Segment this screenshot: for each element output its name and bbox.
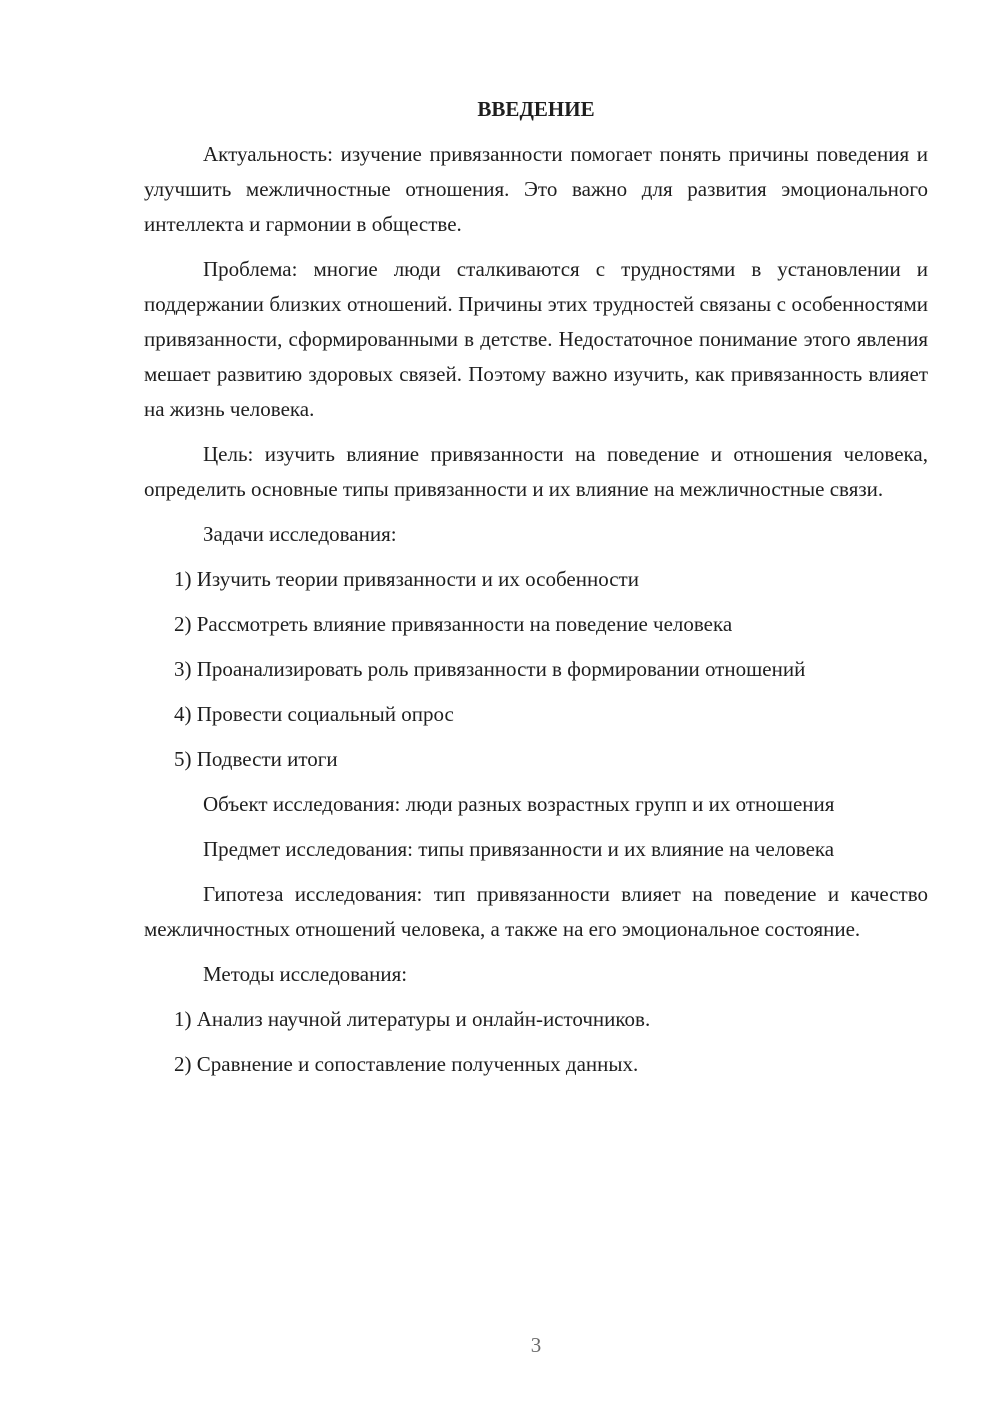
subject-paragraph: Предмет исследования: типы привязанности и их влияние на человека [203,837,835,861]
page-number: 3 [530,1333,542,1357]
task-item: 3) Проанализировать роль привязанности в формировании отношений [174,657,806,681]
goal-paragraph: Цель: изучить влияние привязанности на поведение и отношения человека, определить основные типы привязанности и их влияние на межличностные связи. [144,442,928,501]
tasks-title: Задачи исследования: [203,522,397,546]
task-item: 5) Подвести итоги [174,747,338,771]
task-item: 2) Рассмотреть влияние привязанности на поведение человека [174,612,733,636]
section-heading: ВВЕДЕНИЕ [477,97,595,121]
method-item: 1) Анализ научной литературы и онлайн-источников. [174,1007,651,1031]
task-item: 4) Провести социальный опрос [174,702,454,726]
document-body [144,92,928,1092]
hypothesis-paragraph: Гипотеза исследования: тип привязанности влияет на поведение и качество межличностных отношений человека, а также на его эмоциональное состояние. [144,882,928,941]
problem-paragraph: Проблема: многие люди сталкиваются с трудностями в установлении и поддержании близких отношений. Причины этих трудностей связаны с особенностями привязанности, сформированными в детстве. Недостаточное понимание этого явления мешает развитию здоровых связей. Поэтому важно изучить, как привязанность влияет на жизнь человека. [144,257,928,421]
task-item: 1) Изучить теории привязанности и их особенности [174,567,639,591]
object-paragraph: Объект исследования: люди разных возрастных групп и их отношения [203,792,835,816]
methods-title: Методы исследования: [203,962,408,986]
method-item: 2) Сравнение и сопоставление полученных данных. [174,1052,639,1076]
relevance-paragraph: Актуальность: изучение привязанности помогает понять причины поведения и улучшить межличностные отношения. Это важно для развития эмоционального интеллекта и гармонии в обществе. [144,142,928,236]
